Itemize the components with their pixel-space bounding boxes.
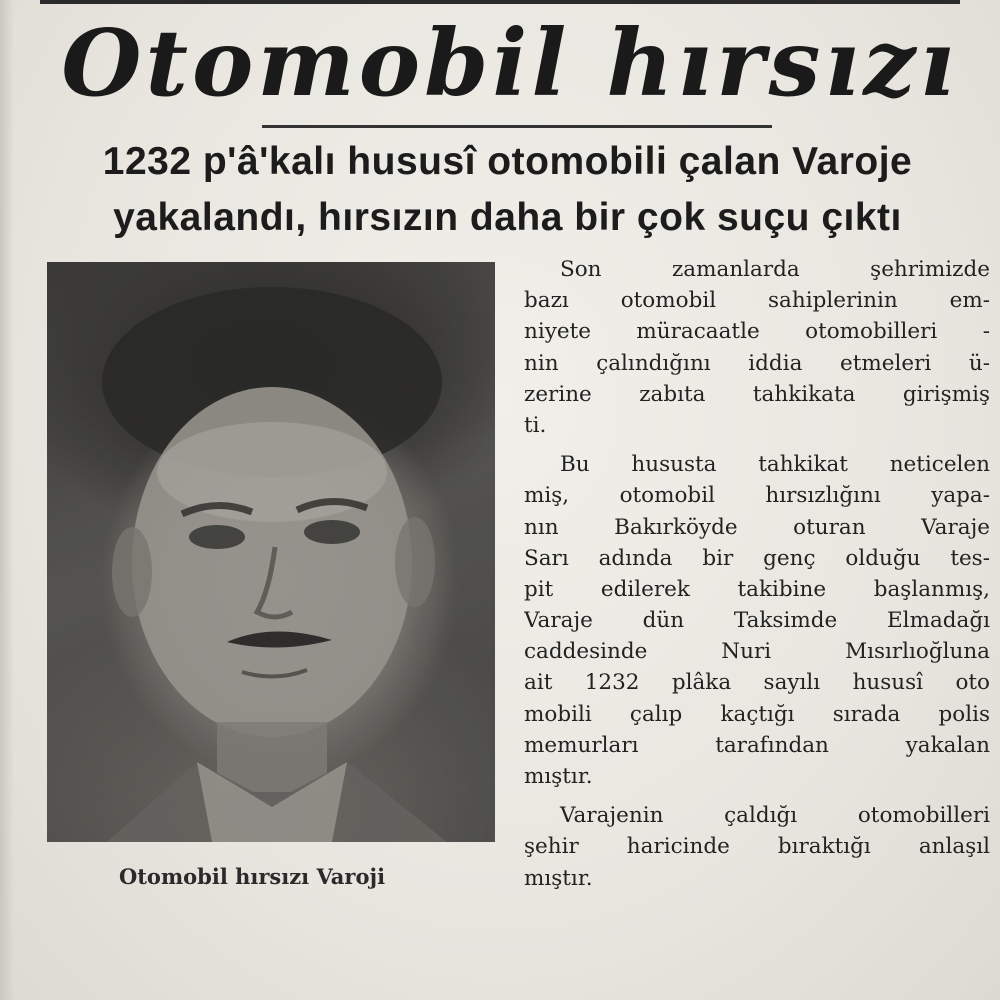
article-line: Varaje dün Taksimde Elmadağı [524,608,990,634]
top-rule [40,0,960,4]
article-line: pit edilerek takibine başlanmış, [524,576,990,602]
subheadline-line-1: 1232 p'â'kalı hususî otomobili çalan Varoje [102,140,913,183]
article-line: bazı otomobil sahiplerinin em- [524,288,990,314]
article-line: ait 1232 plâka sayılı hususî oto [524,670,990,696]
article-line: niyete müracaatle otomobilleri - [524,319,990,345]
paragraph-gap [524,441,990,449]
article-line: mıştır. [524,764,593,789]
article-line: zerine zabıta tahkikata girişmiş [524,381,990,407]
headline: Otomobil hırsızı [61,9,959,117]
article-line: mıştır. [524,865,593,891]
headline-divider [262,125,772,128]
article-line: Bu hususta tahkikat neticelen [560,452,990,478]
paragraph-gap [524,792,990,800]
article-body [524,254,990,894]
article-line: Varajenin çaldığı otomobilleri [560,803,990,829]
article-line: memurları tarafından yakalan [524,732,990,758]
article-line: şehir haricinde bıraktığı anlaşıl [524,834,990,860]
photo-caption: Otomobil hırsızı Varoji [118,864,386,889]
article-line: nın Bakırköyde oturan Varaje [524,514,990,540]
subheadline-line-2: yakalandı, hırsızın daha bir çok suçu çıktı [113,196,902,239]
article-line: nin çalındığını iddia etmeleri ü- [524,350,990,376]
portrait-illustration [47,262,495,842]
article-line: Sarı adında bir genç olduğu tes- [524,545,990,571]
article-line: caddesinde Nuri Mısırlıoğluna [524,639,990,665]
article-line: miş, otomobil hırsızlığını yapa- [524,483,990,509]
article-line: ti. [524,412,547,438]
suspect-photo [47,262,495,842]
page-edge-shadow [0,0,14,1000]
article-line: mobili çalıp kaçtığı sırada polis [524,701,990,727]
article-line: Son zamanlarda şehrimizde [560,257,990,282]
